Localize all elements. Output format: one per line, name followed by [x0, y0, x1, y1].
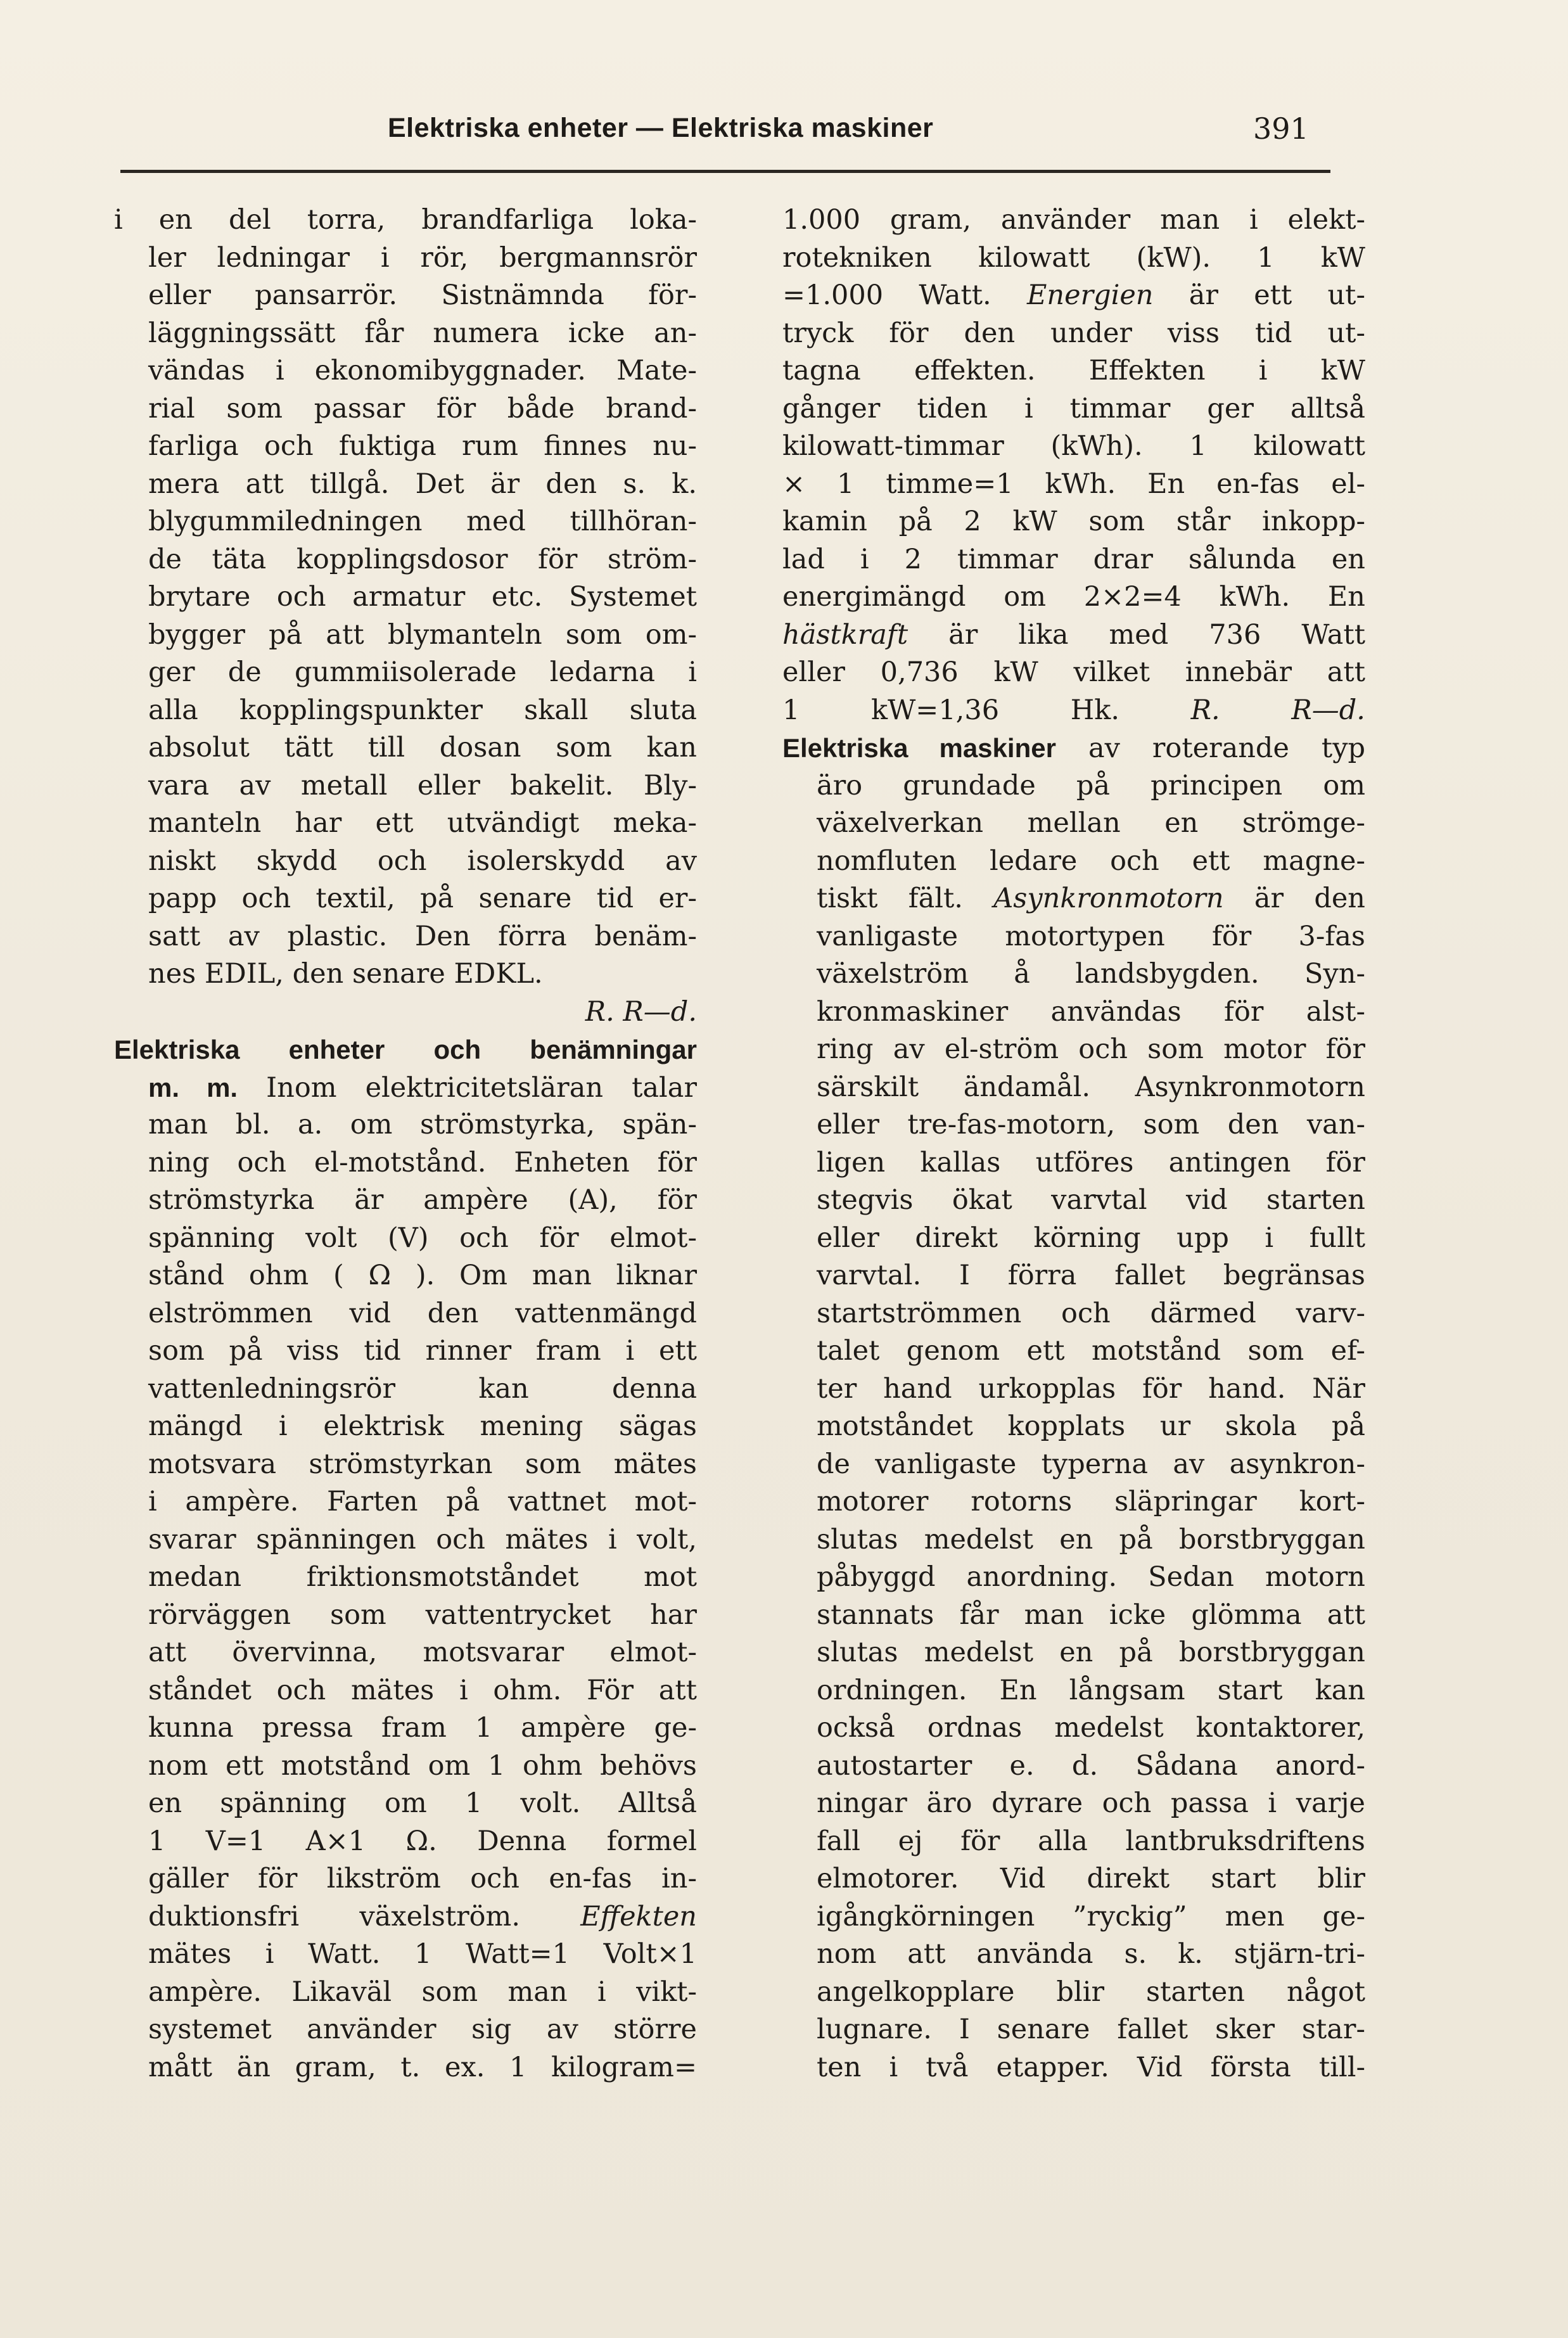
line-text: också ordnas medelst kontaktorer,	[817, 1712, 1365, 1744]
text-line	[782, 1031, 1365, 1069]
line-text: talet genom ett motstånd som ef-	[817, 1335, 1365, 1367]
text-line	[114, 1936, 697, 1974]
line-text: ampère. Likaväl som man i vikt-	[148, 1976, 697, 2008]
line-text: stånd ohm ( Ω ). Om man liknar	[148, 1260, 697, 1291]
text-line	[114, 1747, 697, 1785]
text-line	[114, 1106, 697, 1144]
line-text: tagna effekten. Effekten i kW	[782, 355, 1365, 386]
line-text: mätes i Watt. 1 Watt=1 Volt×1	[148, 1938, 697, 1970]
text-line	[782, 2011, 1365, 2049]
line-text: att övervinna, motsvarar elmot-	[148, 1637, 697, 1668]
text-line	[114, 1031, 697, 1069]
line-text: stegvis ökat varvtal vid starten	[817, 1184, 1365, 1216]
line-text: ordningen. En långsam start kan	[817, 1674, 1365, 1706]
line-text: mängd i elektrisk mening sägas	[148, 1410, 697, 1442]
line-text: slutas medelst en på borstbryggan	[817, 1523, 1365, 1555]
text-line	[114, 654, 697, 692]
line-text: Inom elektricitetsläran talar	[238, 1071, 697, 1104]
line-text: ter hand urkopplas för hand. När	[817, 1372, 1365, 1405]
entry-heading: m. m.	[148, 1072, 238, 1102]
line-text: igångkörningen ”ryckig” men ge-	[817, 1900, 1365, 1932]
text-line	[782, 541, 1365, 579]
line-text: nom ett motstånd om 1 ohm behövs	[148, 1749, 697, 1782]
line-text: lad i 2 timmar drar sålunda en	[782, 543, 1365, 575]
text-line	[114, 1823, 697, 1861]
line-text: varvtal. I förra fallet begränsas	[817, 1260, 1365, 1291]
line-text: äro grundade på principen om	[817, 769, 1365, 802]
text-line	[114, 277, 697, 315]
text-line	[782, 578, 1365, 616]
text-line	[114, 692, 697, 730]
line-text: rörväggen som vattentrycket har	[148, 1599, 697, 1631]
text-line	[782, 503, 1365, 541]
text-line	[782, 805, 1365, 843]
line-text: lugnare. I senare fallet sker star-	[817, 2014, 1365, 2045]
line-text: rotekniken kilowatt (kW). 1 kW	[782, 241, 1365, 274]
text-line	[782, 277, 1365, 315]
text-line	[114, 1559, 697, 1597]
line-text: 1 V=1 A×1 Ω. Denna formel	[148, 1825, 697, 1857]
line-text: brytare och armatur etc. Systemet	[148, 581, 697, 613]
text-line	[782, 1672, 1365, 1710]
entry-heading: Elektriska enheter och benämningar	[114, 1035, 697, 1064]
text-line	[114, 767, 697, 805]
line-text: systemet använder sig av större	[148, 2014, 697, 2045]
line-text: man bl. a. om strömstyrka, spän-	[148, 1109, 697, 1140]
line-text: hästkraft är lika med 736 Watt	[782, 618, 1365, 651]
text-line	[782, 1860, 1365, 1898]
text-line	[782, 1483, 1365, 1521]
right-column	[782, 201, 1365, 2086]
line-text: stannats får man icke glömma att	[817, 1599, 1365, 1631]
line-text: energimängd om 2×2=4 kWh. En	[782, 581, 1365, 613]
text-line	[114, 2011, 697, 2049]
text-line	[114, 503, 697, 541]
text-line	[114, 1370, 697, 1409]
line-text: vändas i ekonomibyggnader. Mate-	[148, 355, 697, 386]
line-text: läggningssätt får numera icke an-	[148, 317, 697, 349]
text-line	[114, 1974, 697, 2012]
line-text: motståndet kopplats ur skola på	[817, 1410, 1365, 1442]
line-text: niskt skydd och isolerskydd av	[148, 845, 697, 877]
text-line	[782, 616, 1365, 655]
line-text: alla kopplingspunkter skall sluta	[148, 694, 697, 726]
text-line	[782, 654, 1365, 692]
line-text: ger de gummiisolerade ledarna i	[148, 656, 697, 688]
line-text: startströmmen och därmed varv-	[817, 1297, 1365, 1329]
text-line	[114, 616, 697, 655]
text-line	[114, 1483, 697, 1521]
text-line	[782, 843, 1365, 881]
text-line	[114, 1332, 697, 1370]
running-head: Elektriska enheter — Elektriska maskiner	[388, 113, 934, 143]
text-line	[114, 880, 697, 918]
text-line	[114, 1446, 697, 1484]
text-line	[114, 428, 697, 466]
line-text: växelverkan mellan en strömge-	[817, 807, 1365, 839]
line-text: gånger tiden i timmar ger alltså	[782, 392, 1365, 425]
line-text: kunna pressa fram 1 ampère ge-	[148, 1712, 697, 1744]
line-text: nom att använda s. k. stjärn-tri-	[817, 1938, 1365, 1970]
text-line	[782, 993, 1365, 1032]
line-text: bygger på att blymanteln som om-	[148, 618, 697, 651]
text-line	[114, 993, 697, 1032]
text-line	[782, 1974, 1365, 2012]
text-line	[114, 1257, 697, 1295]
text-line	[782, 1785, 1365, 1823]
text-line	[782, 955, 1365, 993]
text-line	[114, 352, 697, 390]
text-line	[782, 1747, 1365, 1785]
line-text: särskilt ändamål. Asynkronmotorn	[817, 1071, 1365, 1103]
text-line	[782, 1936, 1365, 1974]
page-number: 391	[1253, 112, 1309, 146]
text-line	[782, 352, 1365, 390]
text-line	[114, 466, 697, 504]
line-text: farliga och fuktiga rum finnes nu-	[148, 430, 697, 462]
line-text: som på viss tid rinner fram i ett	[148, 1335, 697, 1367]
text-line	[782, 1069, 1365, 1107]
line-text: 1 kW=1,36 Hk. R. R—d.	[782, 694, 1365, 726]
text-line	[114, 1634, 697, 1672]
text-line	[114, 578, 697, 616]
text-line	[114, 541, 697, 579]
line-text: ler ledningar i rör, bergmannsrör	[148, 241, 697, 274]
line-text: =1.000 Watt. Energien är ett ut-	[782, 279, 1365, 311]
line-text: eller direkt körning upp i fullt	[817, 1222, 1365, 1254]
text-line	[782, 1106, 1365, 1144]
line-text: autostarter e. d. Sådana anord-	[817, 1749, 1365, 1782]
text-line	[782, 880, 1365, 918]
text-line	[114, 729, 697, 767]
line-text: nomfluten ledare och ett magne-	[817, 845, 1365, 877]
line-text: ning och el-motstånd. Enheten för	[148, 1146, 697, 1179]
text-line	[782, 1898, 1365, 1936]
line-text: × 1 timme=1 kWh. En en-fas el-	[782, 468, 1365, 500]
left-column	[114, 201, 697, 2086]
line-text: kronmaskiner användas för alst-	[817, 995, 1365, 1028]
text-line	[114, 805, 697, 843]
line-text: mera att tillgå. Det är den s. k.	[148, 468, 697, 500]
line-text: vattenledningsrör kan denna	[148, 1372, 697, 1405]
line-text: vanligaste motortypen för 3-fas	[817, 920, 1365, 952]
text-line	[782, 240, 1365, 278]
text-line	[782, 1295, 1365, 1333]
line-text: de täta kopplingsdosor för ström-	[148, 543, 697, 575]
header-rule	[120, 170, 1330, 173]
line-text: blygummiledningen med tillhöran-	[148, 506, 697, 537]
line-text: svarar spänningen och mätes i volt,	[148, 1523, 697, 1555]
text-line	[782, 918, 1365, 956]
line-text: tryck för den under viss tid ut-	[782, 317, 1365, 349]
text-line	[114, 1672, 697, 1710]
text-line	[114, 201, 697, 240]
line-text: gäller för likström och en-fas in-	[148, 1863, 697, 1894]
text-line	[782, 1634, 1365, 1672]
line-text: duktionsfri växelström. Effekten	[148, 1900, 697, 1932]
line-text: nes EDIL, den senare EDKL.	[148, 958, 543, 990]
text-line	[782, 1144, 1365, 1182]
text-line	[782, 390, 1365, 428]
text-line	[114, 1069, 697, 1107]
text-line	[114, 918, 697, 956]
text-line	[782, 201, 1365, 240]
line-text: eller 0,736 kW vilket innebär att	[782, 656, 1365, 688]
text-line	[114, 1220, 697, 1258]
text-line	[782, 1597, 1365, 1635]
text-line	[114, 1182, 697, 1220]
line-text: spänning volt (V) och för elmot-	[148, 1222, 697, 1254]
line-text: av roterande typ	[1055, 732, 1365, 764]
line-text: i ampère. Farten på vattnet mot-	[148, 1486, 697, 1517]
line-text: tiskt fält. Asynkronmotorn är den	[817, 883, 1365, 914]
line-text: växelström å landsbygden. Syn-	[817, 958, 1365, 990]
text-line	[114, 1408, 697, 1446]
line-text: ring av el-ström och som motor för	[817, 1033, 1365, 1065]
text-line	[782, 1182, 1365, 1220]
text-line	[782, 428, 1365, 466]
line-text: absolut tätt till dosan som kan	[148, 732, 697, 763]
line-text: kilowatt-timmar (kWh). 1 kilowatt	[782, 430, 1365, 462]
text-line	[782, 1257, 1365, 1295]
line-text: strömstyrka är ampère (A), för	[148, 1184, 697, 1216]
text-line	[114, 1860, 697, 1898]
line-text: ligen kallas utföres antingen för	[817, 1146, 1365, 1179]
line-text: kamin på 2 kW som står inkopp-	[782, 506, 1365, 537]
line-text: påbyggd anordning. Sedan motorn	[817, 1561, 1365, 1593]
line-text: ståndet och mätes i ohm. För att	[148, 1674, 697, 1706]
text-line	[782, 1370, 1365, 1409]
line-text: fall ej för alla lantbruksdriftens	[817, 1825, 1365, 1857]
text-line	[782, 1220, 1365, 1258]
text-line	[782, 1521, 1365, 1559]
text-line	[114, 315, 697, 353]
line-text: rial som passar för både brand-	[148, 392, 697, 425]
text-line	[114, 2049, 697, 2087]
line-text: manteln har ett utvändigt meka-	[148, 807, 697, 839]
line-text: slutas medelst en på borstbryggan	[817, 1637, 1365, 1668]
text-line	[782, 1709, 1365, 1747]
text-line	[782, 1332, 1365, 1370]
line-text: ningar äro dyrare och passa i varje	[817, 1787, 1365, 1819]
line-text: motsvara strömstyrkan som mätes	[148, 1448, 697, 1480]
line-text: motorer rotorns släpringar kort-	[817, 1486, 1365, 1517]
line-text: medan friktionsmotståndet mot	[148, 1561, 697, 1593]
line-text: R. R—d.	[585, 995, 697, 1028]
line-text: 1.000 gram, använder man i elekt-	[782, 204, 1365, 236]
text-line	[782, 767, 1365, 805]
line-text: mått än gram, t. ex. 1 kilogram=	[148, 2051, 697, 2083]
text-line	[114, 1597, 697, 1635]
line-text: elmotorer. Vid direkt start blir	[817, 1863, 1365, 1894]
line-text: elströmmen vid den vattenmängd	[148, 1297, 697, 1329]
line-text: de vanligaste typerna av asynkron-	[817, 1448, 1365, 1480]
text-line	[114, 1144, 697, 1182]
text-line	[782, 692, 1365, 730]
line-text: vara av metall eller bakelit. Bly-	[148, 769, 697, 802]
text-line	[114, 1785, 697, 1823]
text-line	[782, 729, 1365, 767]
text-line	[114, 240, 697, 278]
text-line	[114, 390, 697, 428]
text-line	[782, 1408, 1365, 1446]
text-line	[782, 2049, 1365, 2087]
text-line	[782, 466, 1365, 504]
line-text: eller pansarrör. Sistnämnda för-	[148, 279, 697, 311]
line-text: eller tre-fas-motorn, som den van-	[817, 1109, 1365, 1140]
line-text: papp och textil, på senare tid er-	[148, 883, 697, 914]
text-line	[114, 843, 697, 881]
line-text: ten i två etapper. Vid första till-	[817, 2051, 1365, 2083]
line-text: satt av plastic. Den förra benäm-	[148, 920, 697, 952]
line-text: i en del torra, brandfarliga loka-	[114, 204, 697, 236]
entry-heading: Elektriska maskiner	[782, 733, 1056, 763]
text-line	[782, 315, 1365, 353]
text-line	[782, 1559, 1365, 1597]
text-line	[114, 1709, 697, 1747]
text-line	[782, 1446, 1365, 1484]
text-line	[114, 1521, 697, 1559]
text-line	[114, 955, 697, 993]
line-text: angelkopplare blir starten något	[817, 1976, 1365, 2008]
text-line	[114, 1898, 697, 1936]
text-line	[782, 1823, 1365, 1861]
line-text: en spänning om 1 volt. Alltså	[148, 1787, 697, 1819]
text-line	[114, 1295, 697, 1333]
